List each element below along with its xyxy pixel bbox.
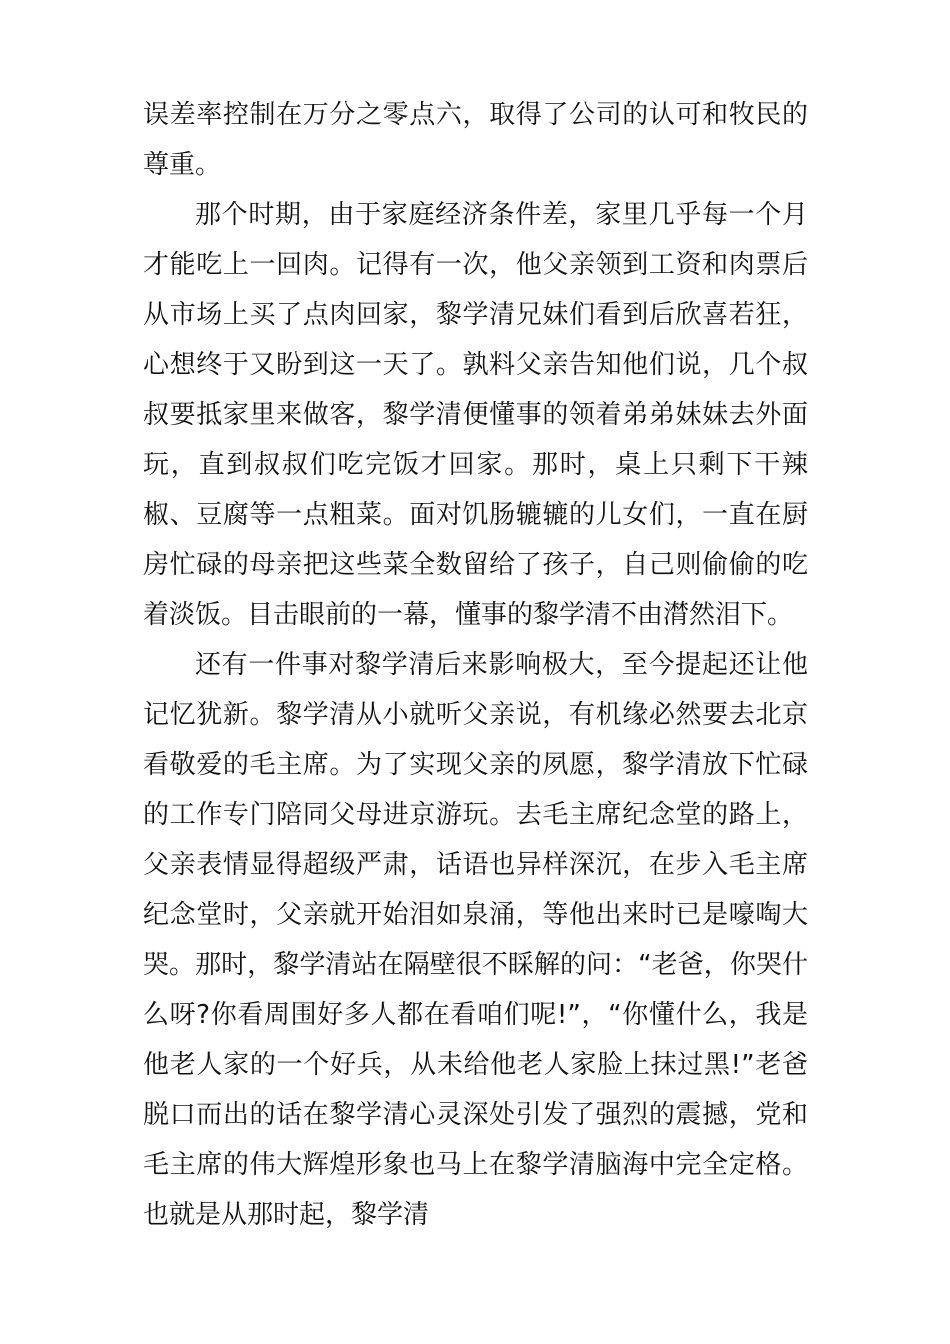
paragraph-continuation: 误差率控制在万分之零点六，取得了公司的认可和牧民的尊重。 — [143, 100, 808, 180]
paragraph-family-hardship: 那个时期，由于家庭经济条件差，家里几乎每一个月才能吃上一回肉。记得有一次，他父亲领到工资和肉票后从市场上买了点肉回家，黎学清兄妹们看到后欣喜若狂，心想终于又盼到这一天了。孰料父亲告知他们说，几个叔叔要抵家里来做客，黎学清便懂事的领着弟弟妹妹去外面玩，直到叔叔们吃完饭才回家。那时，桌上只剩下干辣椒、豆腐等一点粗菜。面对饥肠辘辘的儿女们，一直在厨房忙碌的母亲把这些菜全数留给了孩子，自己则偷偷的吃着淡饭。目击眼前的一幕，懂事的黎学清不由潸然泪下。 — [143, 200, 808, 630]
paragraph-beijing-visit: 还有一件事对黎学清后来影响极大，至今提起还让他记忆犹新。黎学清从小就听父亲说，有机缘必然要去北京看敬爱的毛主席。为了实现父亲的夙愿，黎学清放下忙碌的工作专门陪同父母进京游玩。去毛主席纪念堂的路上，父亲表情显得超级严肃，话语也异样深沉，在步入毛主席纪念堂时，父亲就开始泪如泉涌，等他出来时已是嚎啕大哭。那时，黎学清站在隔壁很不睬解的问：“老爸，你哭什么呀?你看周围好多人都在看咱们呢!”，“你懂什么，我是他老人家的一个好兵，从未给他老人家脸上抹过黑!”老爸脱口而出的话在黎学清心灵深处引发了强烈的震撼，党和毛主席的伟大辉煌形象也马上在黎学清脑海中完全定格。也就是从那时起，黎学清 — [143, 650, 808, 1230]
document-body — [143, 90, 808, 1240]
